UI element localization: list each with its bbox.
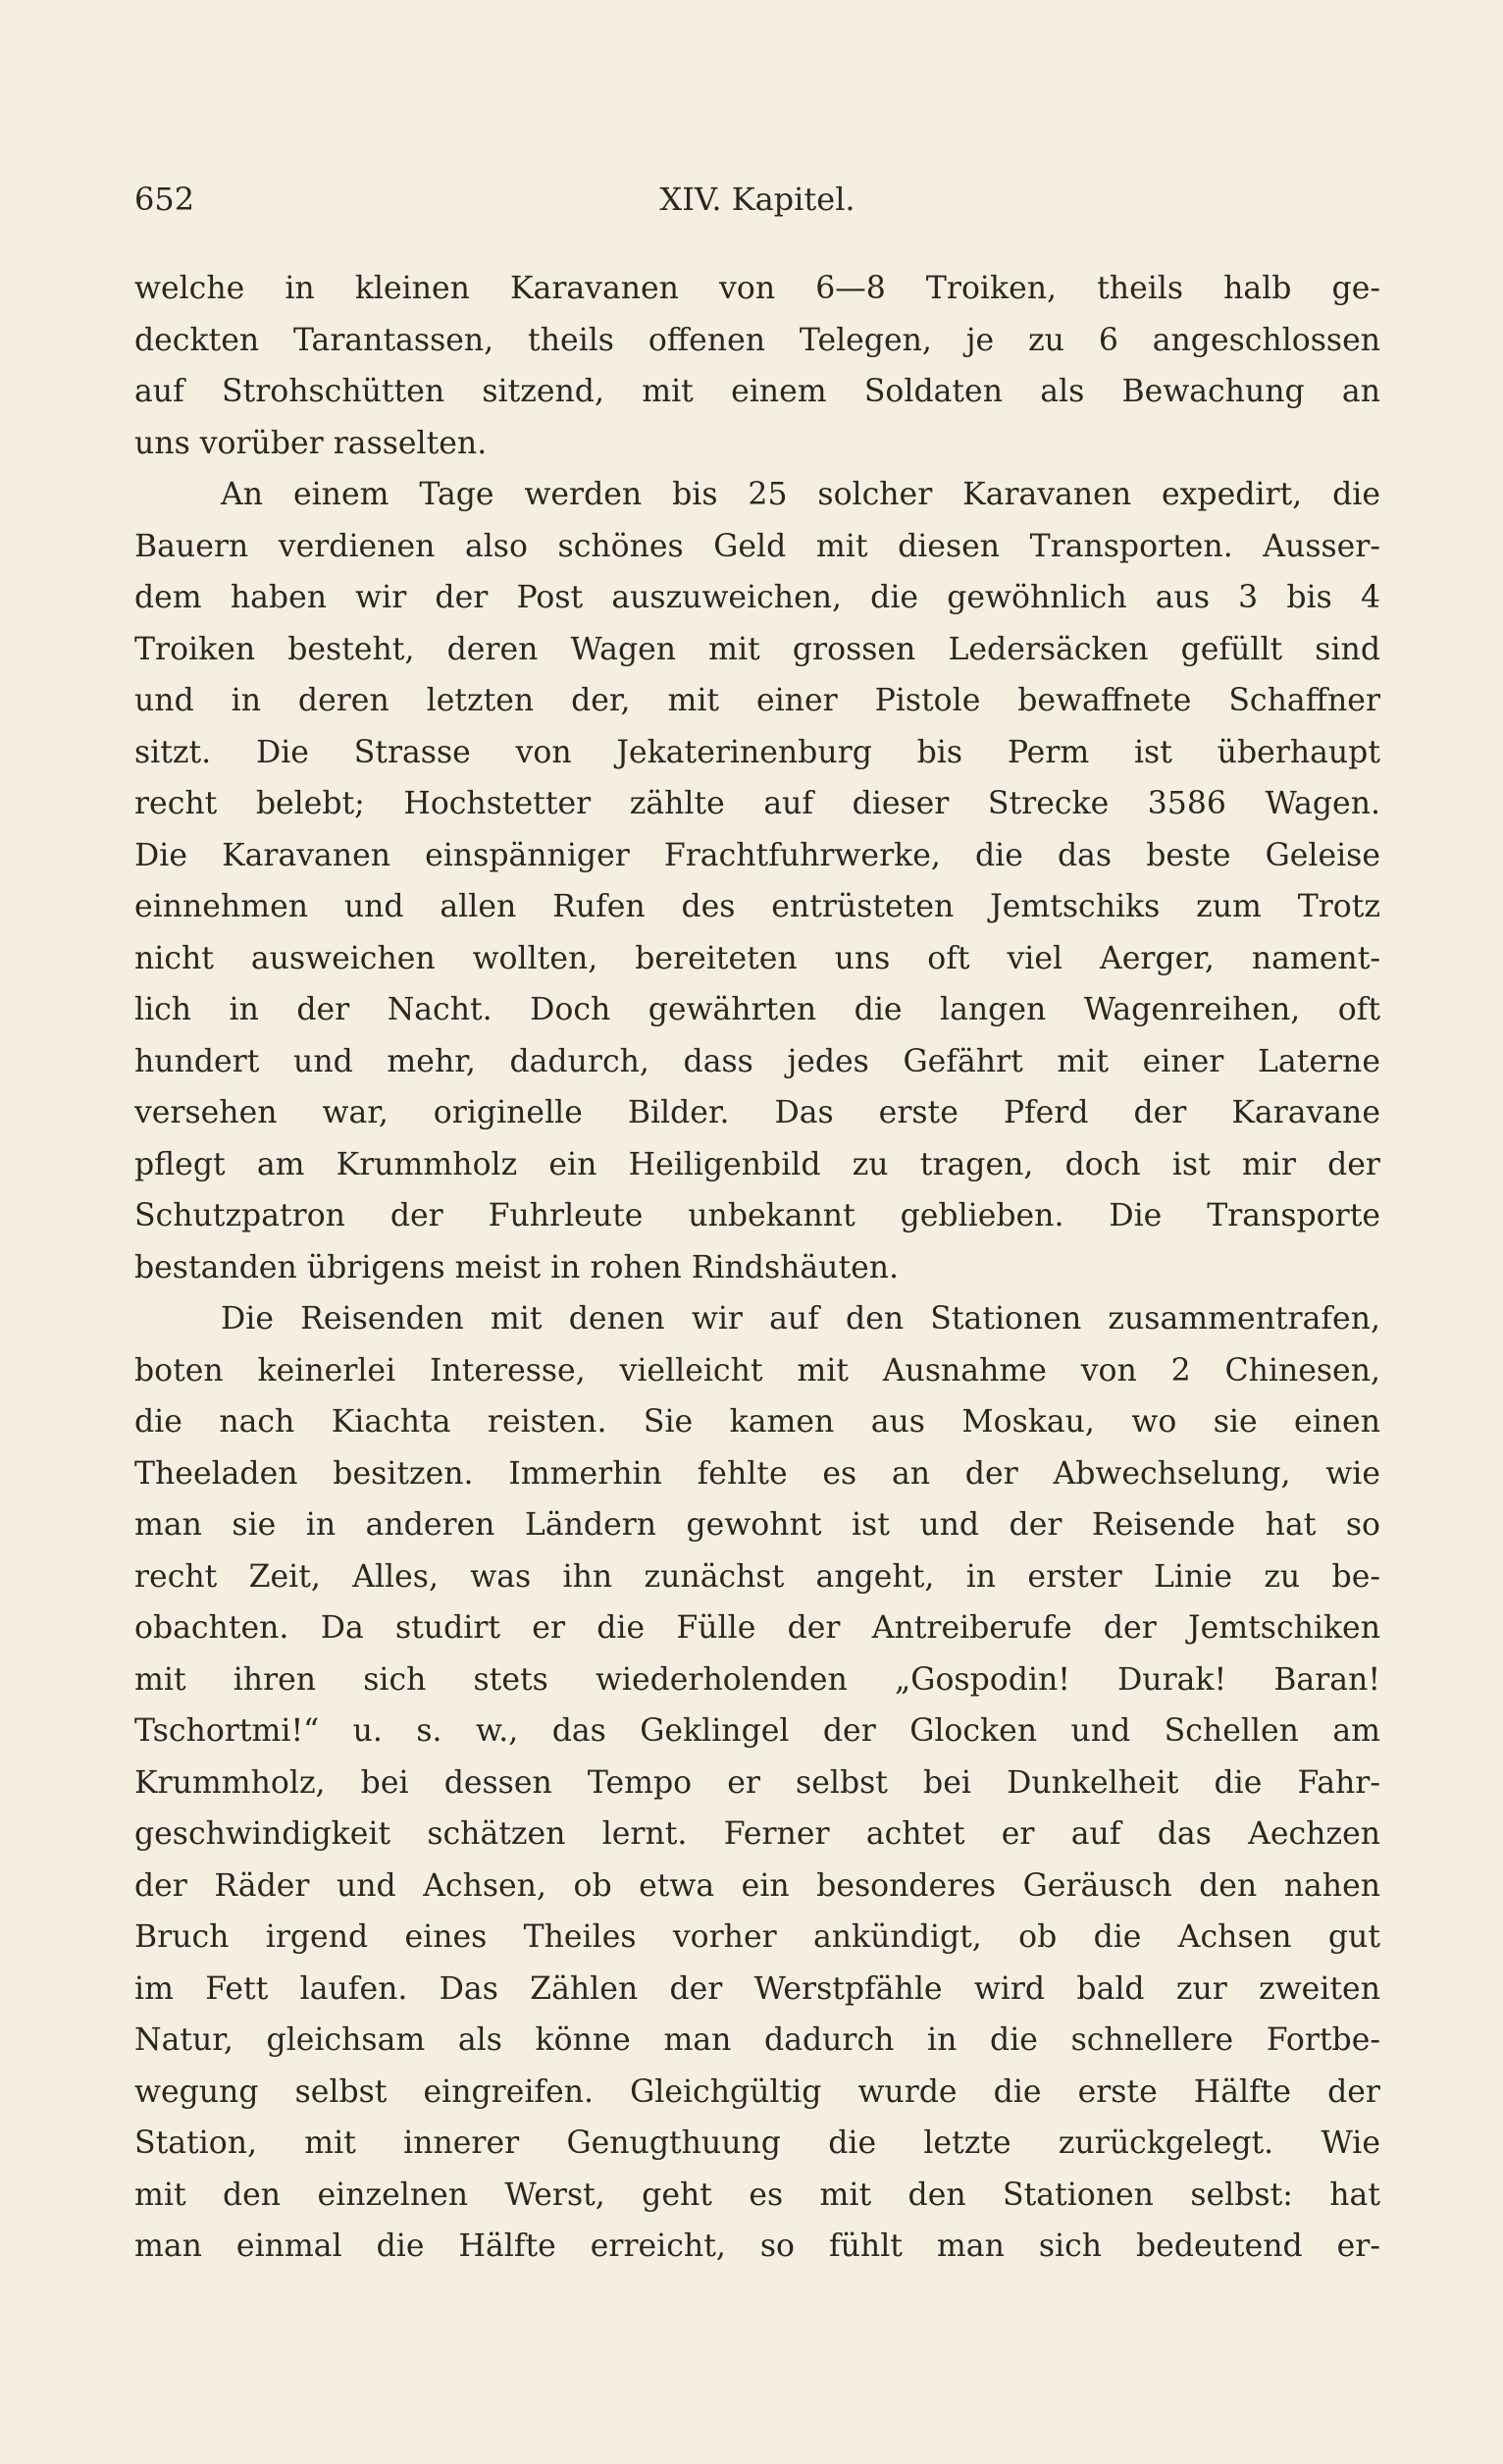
text-line: Station, mit innerer Genugthuung die letzte zurückgelegt. Wie — [134, 2125, 1380, 2161]
text-line: nicht ausweichen wollten, bereiteten uns oft viel Aerger, nament- — [134, 940, 1380, 976]
text-line: Bauern verdienen also schönes Geld mit diesen Transporten. Ausser- — [134, 528, 1380, 564]
text-line: welche in kleinen Karavanen von 6—8 Troiken, theils halb ge- — [134, 271, 1380, 306]
text-line: man sie in anderen Ländern gewohnt ist und der Reisende hat so — [134, 1507, 1380, 1543]
text-line: bestanden übrigens meist in rohen Rindshäuten. — [134, 1249, 900, 1285]
text-line: recht Zeit, Alles, was ihn zunächst angeht, in erster Linie zu be- — [134, 1558, 1380, 1595]
text-line: geschwindigkeit schätzen lernt. Ferner achtet er auf das Aechzen — [134, 1816, 1380, 1852]
text-line: Natur, gleichsam als könne man dadurch in die schnellere Fortbe- — [134, 2022, 1380, 2058]
text-line: Die Reisenden mit denen wir auf den Stationen zusammentrafen, — [221, 1301, 1380, 1337]
text-line: Tschortmi!“ u. s. w., das Geklingel der Glocken und Schellen am — [134, 1713, 1380, 1749]
running-head: XIV. Kapitel. — [659, 181, 855, 218]
text-line: mit ihren sich stets wiederholenden „Gospodin! Durak! Baran! — [134, 1661, 1380, 1698]
text-line: und in deren letzten der, mit einer Pistole bewaffnete Schaffner — [134, 683, 1380, 718]
text-line: sitzt. Die Strasse von Jekaterinenburg bis Perm ist überhaupt — [134, 734, 1380, 770]
text-line: lich in der Nacht. Doch gewährten die langen Wagenreihen, oft — [134, 992, 1380, 1027]
text-line: auf Strohschütten sitzend, mit einem Soldaten als Bewachung an — [134, 374, 1380, 409]
text-line: An einem Tage werden bis 25 solcher Karavanen expedirt, die — [221, 477, 1380, 512]
text-line: recht belebt; Hochstetter zählte auf dieser Strecke 3586 Wagen. — [134, 786, 1380, 821]
text-line: pflegt am Krummholz ein Heiligenbild zu tragen, doch ist mir der — [134, 1146, 1380, 1182]
text-line: man einmal die Hälfte erreicht, so fühlt man sich bedeutend er- — [134, 2228, 1380, 2264]
text-line: die nach Kiachta reisten. Sie kamen aus Moskau, wo sie einen — [134, 1404, 1380, 1440]
text-line: einnehmen und allen Rufen des entrüsteten Jemtschiks zum Trotz — [134, 889, 1380, 924]
text-line: boten keinerlei Interesse, vielleicht mit Ausnahme von 2 Chinesen, — [134, 1352, 1380, 1389]
text-line: im Fett laufen. Das Zählen der Werstpfähle wird bald zur zweiten — [134, 1970, 1380, 2007]
text-line: Theeladen besitzen. Immerhin fehlte es an der Abwechselung, wie — [134, 1455, 1380, 1492]
text-line: versehen war, originelle Bilder. Das erste Pferd der Karavane — [134, 1095, 1380, 1130]
text-line: dem haben wir der Post auszuweichen, die gewöhnlich aus 3 bis 4 — [134, 580, 1380, 615]
text-line: Bruch irgend eines Theiles vorher ankündigt, ob die Achsen gut — [134, 1919, 1380, 1955]
text-line: obachten. Da studirt er die Fülle der Antreiberufe der Jemtschiken — [134, 1610, 1380, 1646]
body-text — [134, 263, 1380, 2273]
text-line: mit den einzelnen Werst, geht es mit den Stationen selbst: hat — [134, 2176, 1380, 2213]
text-line: wegung selbst eingreifen. Gleichgültig wurde die erste Hälfte der — [134, 2073, 1380, 2110]
page-header — [134, 175, 1380, 224]
text-line: Krummholz, bei dessen Tempo er selbst bei Dunkelheit die Fahr- — [134, 1764, 1380, 1801]
text-line: Troiken besteht, deren Wagen mit grossen Ledersäcken gefüllt sind — [134, 631, 1380, 667]
text-line: uns vorüber rasselten. — [134, 425, 488, 461]
text-line: deckten Tarantassen, theils offenen Telegen, je zu 6 angeschlossen — [134, 322, 1380, 358]
text-line: der Räder und Achsen, ob etwa ein besonderes Geräusch den nahen — [134, 1867, 1380, 1904]
page-number: 652 — [134, 181, 195, 218]
text-line: Die Karavanen einspänniger Frachtfuhrwerke, die das beste Geleise — [134, 837, 1380, 873]
text-line: hundert und mehr, dadurch, dass jedes Gefährt mit einer Laterne — [134, 1043, 1380, 1079]
text-line: Schutzpatron der Fuhrleute unbekannt geblieben. Die Transporte — [134, 1198, 1380, 1233]
